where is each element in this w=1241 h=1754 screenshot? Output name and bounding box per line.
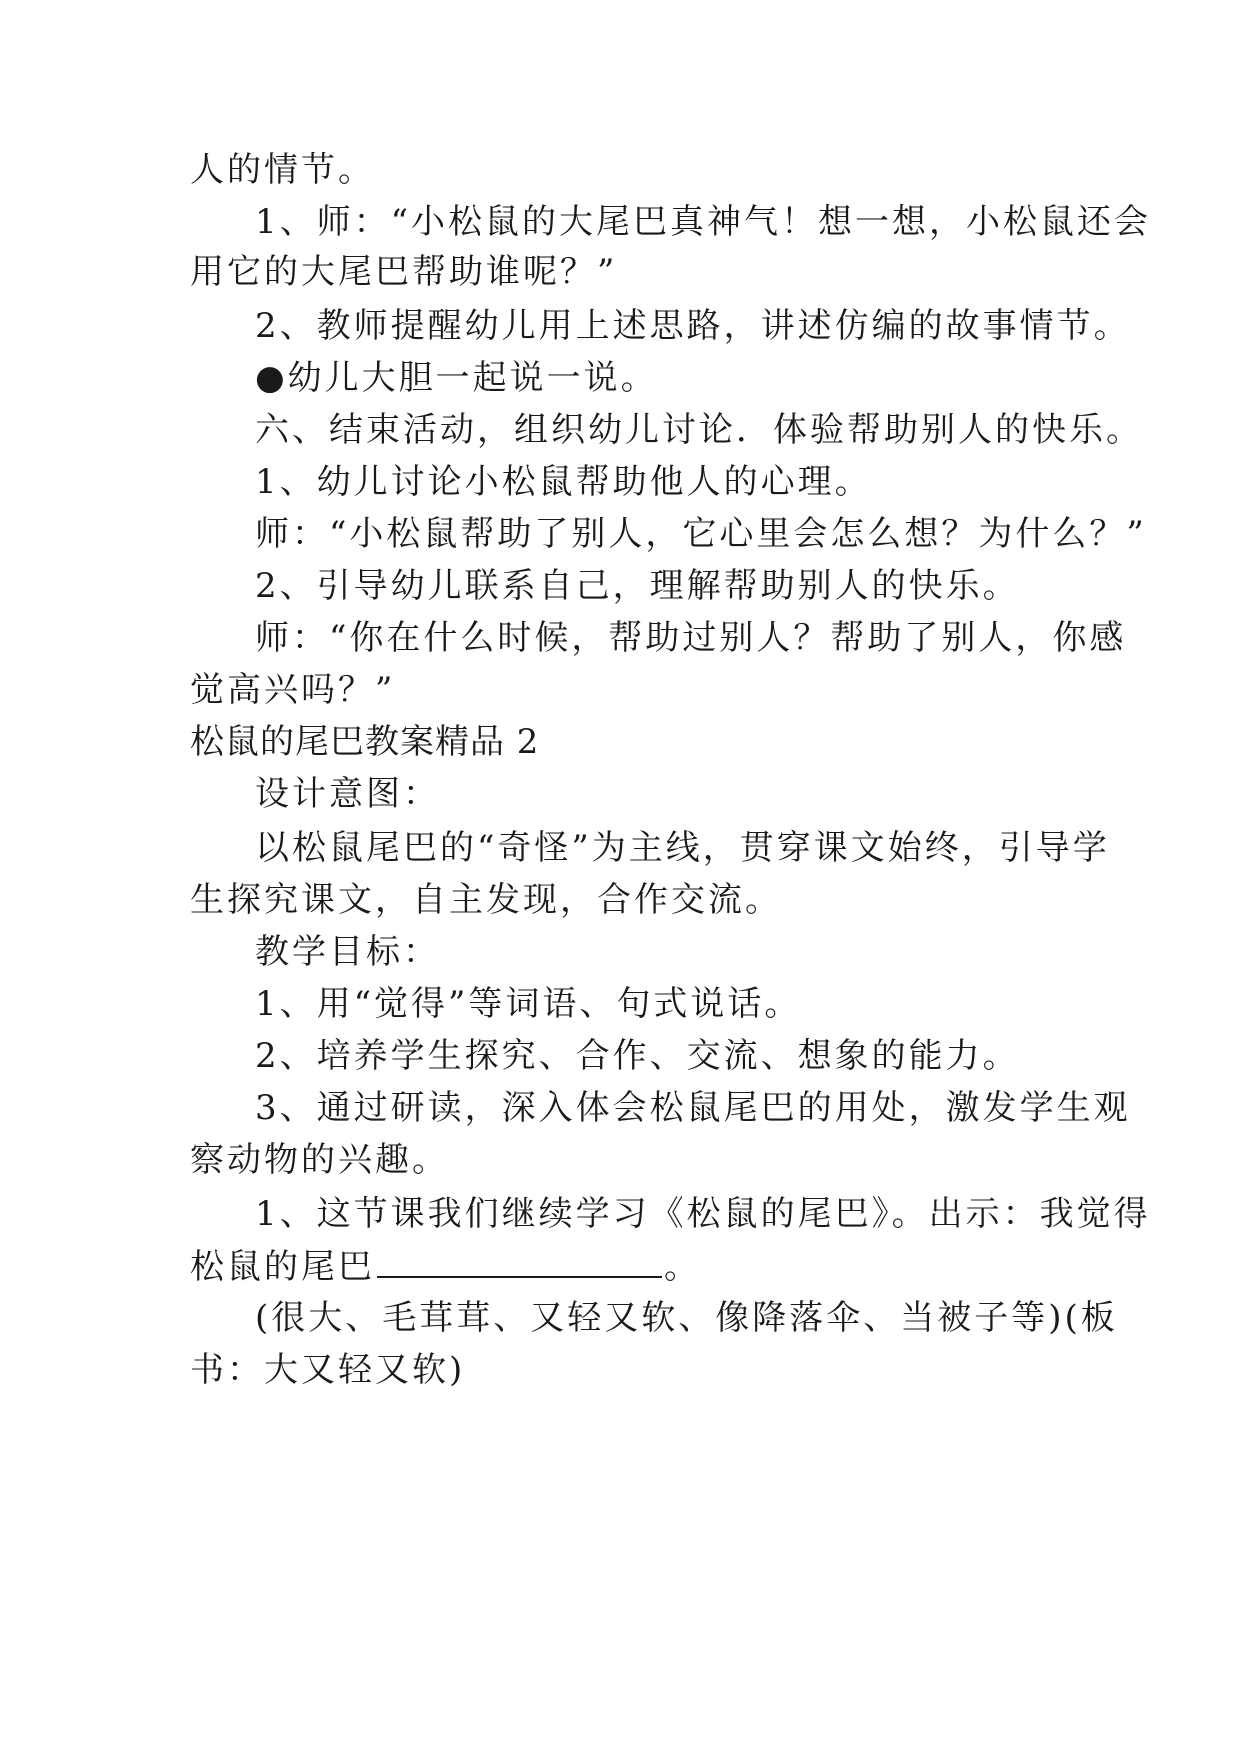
paragraph-line: (很大、毛茸茸、又轻又软、像降落伞、当被子等)(板 xyxy=(255,1298,1118,1338)
paragraph-line: 3、通过研读，深入体会松鼠尾巴的用处，激发学生观 xyxy=(255,1088,1131,1128)
bullet-line: ●幼儿大胆一起说一说。 xyxy=(255,358,658,398)
paragraph-line xyxy=(190,1246,701,1287)
paragraph-line: 人的情节。 xyxy=(190,150,375,190)
section-heading-six: 六、结束活动，组织幼儿讨论．体验帮助别人的快乐。 xyxy=(255,410,1143,450)
paragraph-line: 2、引导幼儿联系自己，理解帮助别人的快乐。 xyxy=(255,566,1020,606)
text-fragment: 松鼠的尾巴 xyxy=(190,1247,375,1287)
section-title: 松鼠的尾巴教案精品 2 xyxy=(190,722,540,762)
paragraph-line: 1、幼儿讨论小松鼠帮助他人的心理。 xyxy=(255,462,872,502)
paragraph-line: 1、用“觉得”等词语、句式说话。 xyxy=(255,984,802,1024)
paragraph-line: 1、师：“小松鼠的大尾巴真神气！想一想，小松鼠还会 xyxy=(255,202,1152,242)
paragraph-line: 教学目标： xyxy=(255,932,440,972)
paragraph-line: 生探究课文，自主发现，合作交流。 xyxy=(190,880,782,920)
paragraph-line: 2、教师提醒幼儿用上述思路，讲述仿编的故事情节。 xyxy=(255,306,1131,346)
paragraph-line: 2、培养学生探究、合作、交流、想象的能力。 xyxy=(255,1036,1020,1076)
paragraph-line: 用它的大尾巴帮助谁呢？” xyxy=(190,252,618,292)
paragraph-line: 师：“小松鼠帮助了别人，它心里会怎么想？为什么？” xyxy=(255,514,1147,554)
paragraph-line: 察动物的兴趣。 xyxy=(190,1140,449,1180)
fill-in-blank xyxy=(377,1246,662,1278)
text-fragment: 。 xyxy=(664,1247,701,1287)
paragraph-line: 觉高兴吗？” xyxy=(190,670,396,710)
paragraph-line: 设计意图： xyxy=(255,774,440,814)
paragraph-line: 1、这节课我们继续学习《松鼠的尾巴》。出示：我觉得 xyxy=(255,1194,1151,1234)
paragraph-line: 师：“你在什么时候，帮助过别人？帮助了别人，你感 xyxy=(255,618,1127,658)
paragraph-line: 书：大又轻又软) xyxy=(190,1350,466,1390)
paragraph-line: 以松鼠尾巴的“奇怪”为主线，贯穿课文始终，引导学 xyxy=(255,828,1110,868)
